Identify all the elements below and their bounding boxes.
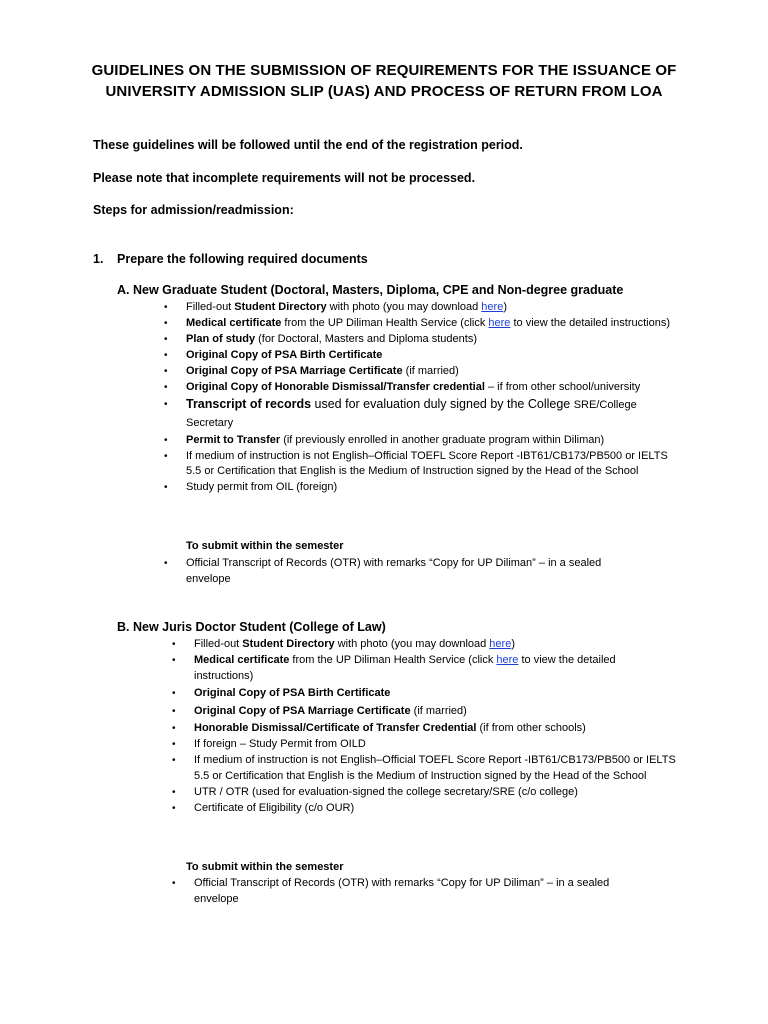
- item-bold-text: Permit to Transfer: [186, 433, 281, 446]
- item-bold-text: Plan of study: [186, 333, 256, 345]
- item-text: – if from other school/university: [484, 381, 641, 393]
- item-bold-text: Medical certificate: [194, 654, 290, 666]
- item-text: If foreign – Study Permit from OILD: [194, 738, 366, 750]
- item-bold-text: Original Copy of PSA Marriage Certificate: [186, 365, 403, 377]
- item-text: If medium of instruction is not English–Official TOEFL Score Report -IBT61/CB173/PB500 or IELTS 5.5 or Certification that English is the Medium of Instruction signed by the Head of the School: [186, 449, 668, 477]
- bullet-icon: •: [172, 878, 176, 889]
- list-item: [164, 380, 676, 396]
- item-text: Study permit from OIL (foreign): [186, 481, 338, 493]
- bullet-icon: •: [172, 755, 176, 766]
- intro-guidelines-note: These guidelines will be followed until the end of the registration period.: [93, 138, 523, 152]
- list-item: [172, 801, 676, 817]
- item-text: to view the detailed instructions): [510, 317, 671, 329]
- bullet-icon: •: [172, 786, 176, 798]
- item-bold-text: Original Copy of Honorable Dismissal/Transfer credential: [186, 381, 485, 393]
- list-item: [164, 332, 676, 348]
- list-item: [172, 876, 654, 907]
- list-item: [164, 433, 676, 449]
- bullet-icon: •: [164, 350, 168, 361]
- item-text: Official Transcript of Records (OTR) with remarks “Copy for UP Diliman” – in a sealed envelope: [186, 557, 602, 585]
- item-text: (for Doctoral, Masters and Diploma students): [255, 333, 477, 345]
- item-text: (if from other schools): [476, 722, 586, 734]
- item-text: (if previously enrolled in another graduate program within Diliman): [280, 433, 605, 446]
- bullet-icon: •: [172, 655, 176, 666]
- bullet-icon: •: [164, 366, 168, 377]
- item-bold-text: Honorable Dismissal/Certificate of Transfer Credential: [194, 722, 477, 734]
- item-text: Filled-out: [194, 638, 243, 650]
- bullet-icon: •: [164, 334, 168, 345]
- list-item: [172, 653, 676, 684]
- section-a-title: A. New Graduate Student (Doctoral, Masters, Diploma, CPE and Non-degree graduate: [117, 283, 624, 297]
- item-text: Official Transcript of Records (OTR) with remarks “Copy for UP Diliman” – in a sealed envelope: [194, 877, 610, 905]
- item-bold-text: Transcript of records: [186, 397, 312, 411]
- item-text: with photo (you may download: [334, 638, 490, 650]
- item-bold-text: Original Copy of PSA Birth Certificate: [194, 687, 391, 699]
- item-text: If medium of instruction is not English–Official TOEFL Score Report -IBT61/CB173/PB500 or IELTS 5.5 or Certification that English is the Medium of Instruction signed by the Head of the School: [194, 754, 676, 782]
- bullet-icon: •: [172, 739, 176, 750]
- list-item: [164, 449, 676, 480]
- bullet-icon: •: [164, 382, 168, 393]
- bullet-icon: •: [164, 434, 168, 446]
- list-item: [172, 785, 676, 801]
- document-title: [0, 60, 768, 102]
- list-item: [172, 686, 676, 702]
- item-text: Filled-out: [186, 301, 235, 313]
- section-b-requirements-list: [172, 637, 676, 817]
- list-item: [164, 396, 676, 432]
- item-bold-text: Original Copy of PSA Marriage Certificate: [194, 704, 411, 717]
- section-a-submit-list: [164, 556, 646, 588]
- student-directory-download-link[interactable]: here: [481, 301, 504, 313]
- section-b-submit-heading: To submit within the semester: [186, 861, 344, 873]
- bullet-icon: •: [164, 399, 168, 410]
- list-item: [172, 637, 676, 653]
- bullet-icon: •: [172, 802, 176, 814]
- item-text: Certificate of Eligibility (c/o OUR): [194, 801, 355, 814]
- item-text: SRE/College Secretary: [186, 399, 637, 429]
- bullet-icon: •: [164, 302, 168, 313]
- list-item: [164, 348, 676, 364]
- student-directory-download-link[interactable]: here: [489, 638, 512, 650]
- step-1: [93, 252, 368, 266]
- bullet-icon: •: [172, 639, 176, 650]
- bullet-icon: •: [172, 723, 176, 734]
- item-text: used for evaluation duly signed by the College: [311, 397, 574, 411]
- list-item: [164, 480, 676, 496]
- medical-instructions-link[interactable]: here: [488, 317, 511, 329]
- bullet-icon: •: [164, 482, 168, 493]
- item-text: (if married): [410, 704, 467, 717]
- section-a-requirements-list: [164, 300, 676, 496]
- step-1-text: Prepare the following required documents: [117, 252, 368, 266]
- step-1-number: 1.: [93, 252, 104, 266]
- bullet-icon: •: [164, 450, 168, 462]
- item-bold-text: Medical certificate: [186, 317, 282, 329]
- title-line-2: UNIVERSITY ADMISSION SLIP (UAS) AND PROCESS OF RETURN FROM LOA: [105, 83, 663, 100]
- list-item: [172, 753, 676, 784]
- section-a-submit-heading: To submit within the semester: [186, 540, 344, 552]
- intro-steps-heading: Steps for admission/readmission:: [93, 203, 294, 217]
- item-text: with photo (you may download: [326, 301, 482, 313]
- item-text: ): [511, 638, 515, 650]
- list-item: [172, 704, 676, 720]
- item-bold-text: Original Copy of PSA Birth Certificate: [186, 349, 383, 361]
- item-text: from the UP Diliman Health Service (click: [281, 317, 489, 329]
- item-text: to view the detailed instructions): [194, 654, 616, 682]
- list-item: [164, 300, 676, 316]
- item-bold-text: Student Directory: [242, 638, 335, 650]
- item-text: UTR / OTR (used for evaluation-signed the college secretary/SRE (c/o college): [194, 785, 578, 798]
- list-item: [172, 737, 676, 753]
- section-b-submit-list: [172, 876, 654, 908]
- item-text: (if married): [402, 365, 459, 377]
- title-line-1: GUIDELINES ON THE SUBMISSION OF REQUIREMENTS FOR THE ISSUANCE OF: [91, 62, 677, 79]
- bullet-icon: •: [172, 688, 176, 699]
- item-text: from the UP Diliman Health Service (click: [289, 654, 497, 666]
- section-b-title: B. New Juris Doctor Student (College of Law): [117, 620, 386, 634]
- bullet-icon: •: [164, 558, 168, 569]
- item-text: ): [503, 301, 507, 313]
- list-item: [164, 364, 676, 380]
- intro-incomplete-note: Please note that incomplete requirements will not be processed.: [93, 171, 476, 185]
- item-bold-text: Student Directory: [234, 301, 327, 313]
- medical-instructions-link[interactable]: here: [496, 654, 519, 666]
- list-item: [164, 316, 676, 332]
- list-item: [172, 721, 676, 737]
- bullet-icon: •: [164, 318, 168, 329]
- list-item: [164, 556, 646, 587]
- bullet-icon: •: [172, 705, 176, 717]
